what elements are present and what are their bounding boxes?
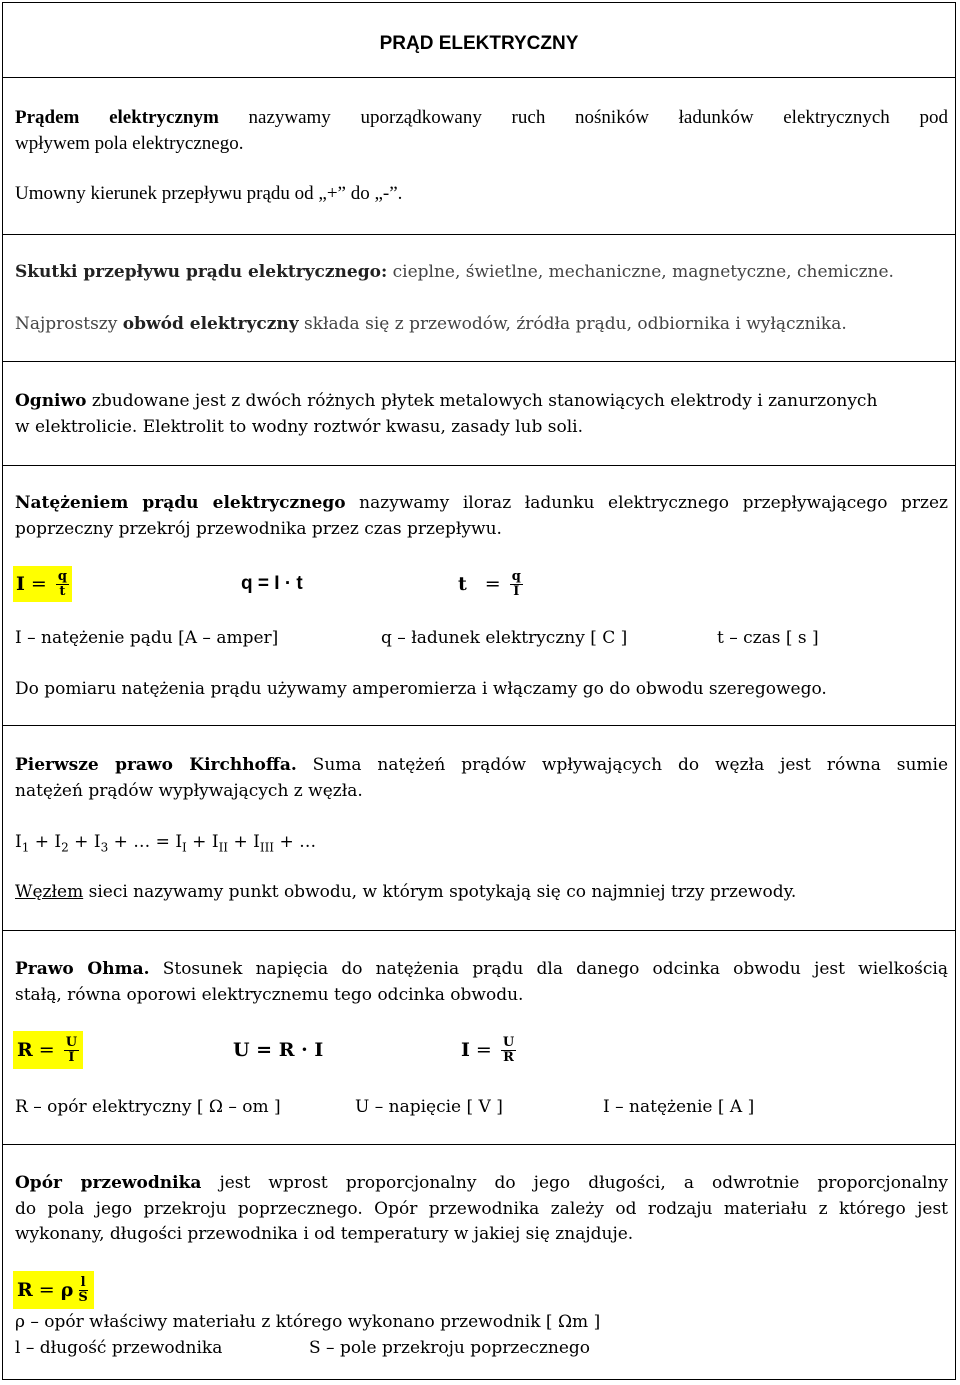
ohm-law-line2: stałą, równa oporowi elektrycznemu tego odcinka obwodu. xyxy=(15,985,524,1005)
legend-cross-section: S – pole przekroju poprzecznego xyxy=(309,1338,591,1358)
formula-t-equals-q-over-i: t = $\frac{q}{I}$ xyxy=(458,568,521,599)
legend-resistivity: ρ – opór właściwy materiału z którego wykonano przewodnik [ Ωm ] xyxy=(15,1312,601,1332)
definition-current: Prądem elektrycznym nazywamy uporządkowany ruch nośników ładunków elektrycznych pod xyxy=(15,107,948,128)
legend-length: l – długość przewodnika xyxy=(15,1338,223,1358)
document-page xyxy=(2,2,956,1380)
formula-i-equals-q-over-t: I = $\frac{q}{t}$ xyxy=(13,566,72,602)
current-direction: Umowny kierunek przepływu prądu od „+” do „-”. xyxy=(15,183,403,204)
divider xyxy=(3,465,955,466)
page-title: PRĄD ELEKTRYCZNY xyxy=(379,33,579,54)
cell-definition: Ogniwo zbudowane jest z dwóch różnych płytek metalowych stanowiących elektrody i zanurzonych xyxy=(15,391,878,411)
node-definition: Węzłem sieci nazywamy punkt obwodu, w którym spotykają się co najmniej trzy przewody. xyxy=(15,882,797,902)
legend-resistance: R – opór elektryczny [ Ω – om ] xyxy=(15,1097,281,1117)
formula-q-equals-i-times-t: q = I · t xyxy=(241,573,303,594)
simple-circuit: Najprostszy obwód elektryczny składa się z przewodów, źródła prądu, odbiornika i wyłącznika. xyxy=(15,314,847,334)
kirchhoff-law: Pierwsze prawo Kirchhoffa. Suma natężeń prądów wpływających do węzła jest równa sumie xyxy=(15,755,949,775)
ohm-law: Prawo Ohma. Stosunek napięcia do natężenia prądu dla danego odcinka obwodu jest wielkością xyxy=(15,959,948,979)
intensity-definition: Natężeniem prądu elektrycznego nazywamy iloraz ładunku elektrycznego przepływającego przez xyxy=(15,493,949,513)
formula-u-equals-r-times-i: U = R · I xyxy=(233,1039,324,1061)
legend-voltage: U – napięcie [ V ] xyxy=(355,1097,503,1117)
legend-charge: q – ładunek elektryczny [ C ] xyxy=(381,628,628,648)
definition-current-line2: wpływem pola elektrycznego. xyxy=(15,133,244,154)
kirchhoff-equation: $I_1 + I_2 + I_3$ + … = $I_I + I_{II} + I_{III}$ + … xyxy=(15,832,317,855)
kirchhoff-law-line2: natężeń prądów wypływających z węzła. xyxy=(15,781,363,801)
ammeter-note: Do pomiaru natężenia prądu używamy amperomierza i włączamy go do obwodu szeregowego. xyxy=(15,679,827,699)
legend-intensity: I – natężenie pądu [A – amper] xyxy=(15,628,279,648)
divider xyxy=(3,234,955,235)
resistance-definition-line3: wykonany, długości przewodnika i od temperatury w jakiej się znajduje. xyxy=(15,1224,634,1244)
resistance-definition: Opór przewodnika jest wprost proporcjonalny do jego długości, a odwrotnie proporcjonalny xyxy=(15,1173,948,1193)
divider xyxy=(3,361,955,362)
divider xyxy=(3,930,955,931)
intensity-definition-line2: poprzeczny przekrój przewodnika przez czas przepływu. xyxy=(15,519,502,539)
formula-r-equals-u-over-i: R = $\frac{U}{I}$ xyxy=(13,1031,83,1069)
divider xyxy=(3,1144,955,1145)
legend-current: I – natężenie [ A ] xyxy=(603,1097,755,1117)
formula-r-equals-rho-l-over-s: R = ρ $\frac{l}{S}$ xyxy=(13,1271,94,1309)
formula-i-equals-u-over-r: I = $\frac{U}{R}$ xyxy=(461,1034,515,1065)
resistance-definition-line2: do pola jego przekroju poprzecznego. Opór przewodnika zależy od rodzaju materiału z którego jest xyxy=(15,1199,948,1219)
legend-time: t – czas [ s ] xyxy=(717,628,819,648)
divider xyxy=(3,725,955,726)
divider xyxy=(3,77,955,78)
cell-definition-line2: w elektrolicie. Elektrolit to wodny roztwór kwasu, zasady lub soli. xyxy=(15,417,583,437)
current-effects: Skutki przepływu prądu elektrycznego: cieplne, świetlne, mechaniczne, magnetyczne, chemiczne. xyxy=(15,262,894,282)
